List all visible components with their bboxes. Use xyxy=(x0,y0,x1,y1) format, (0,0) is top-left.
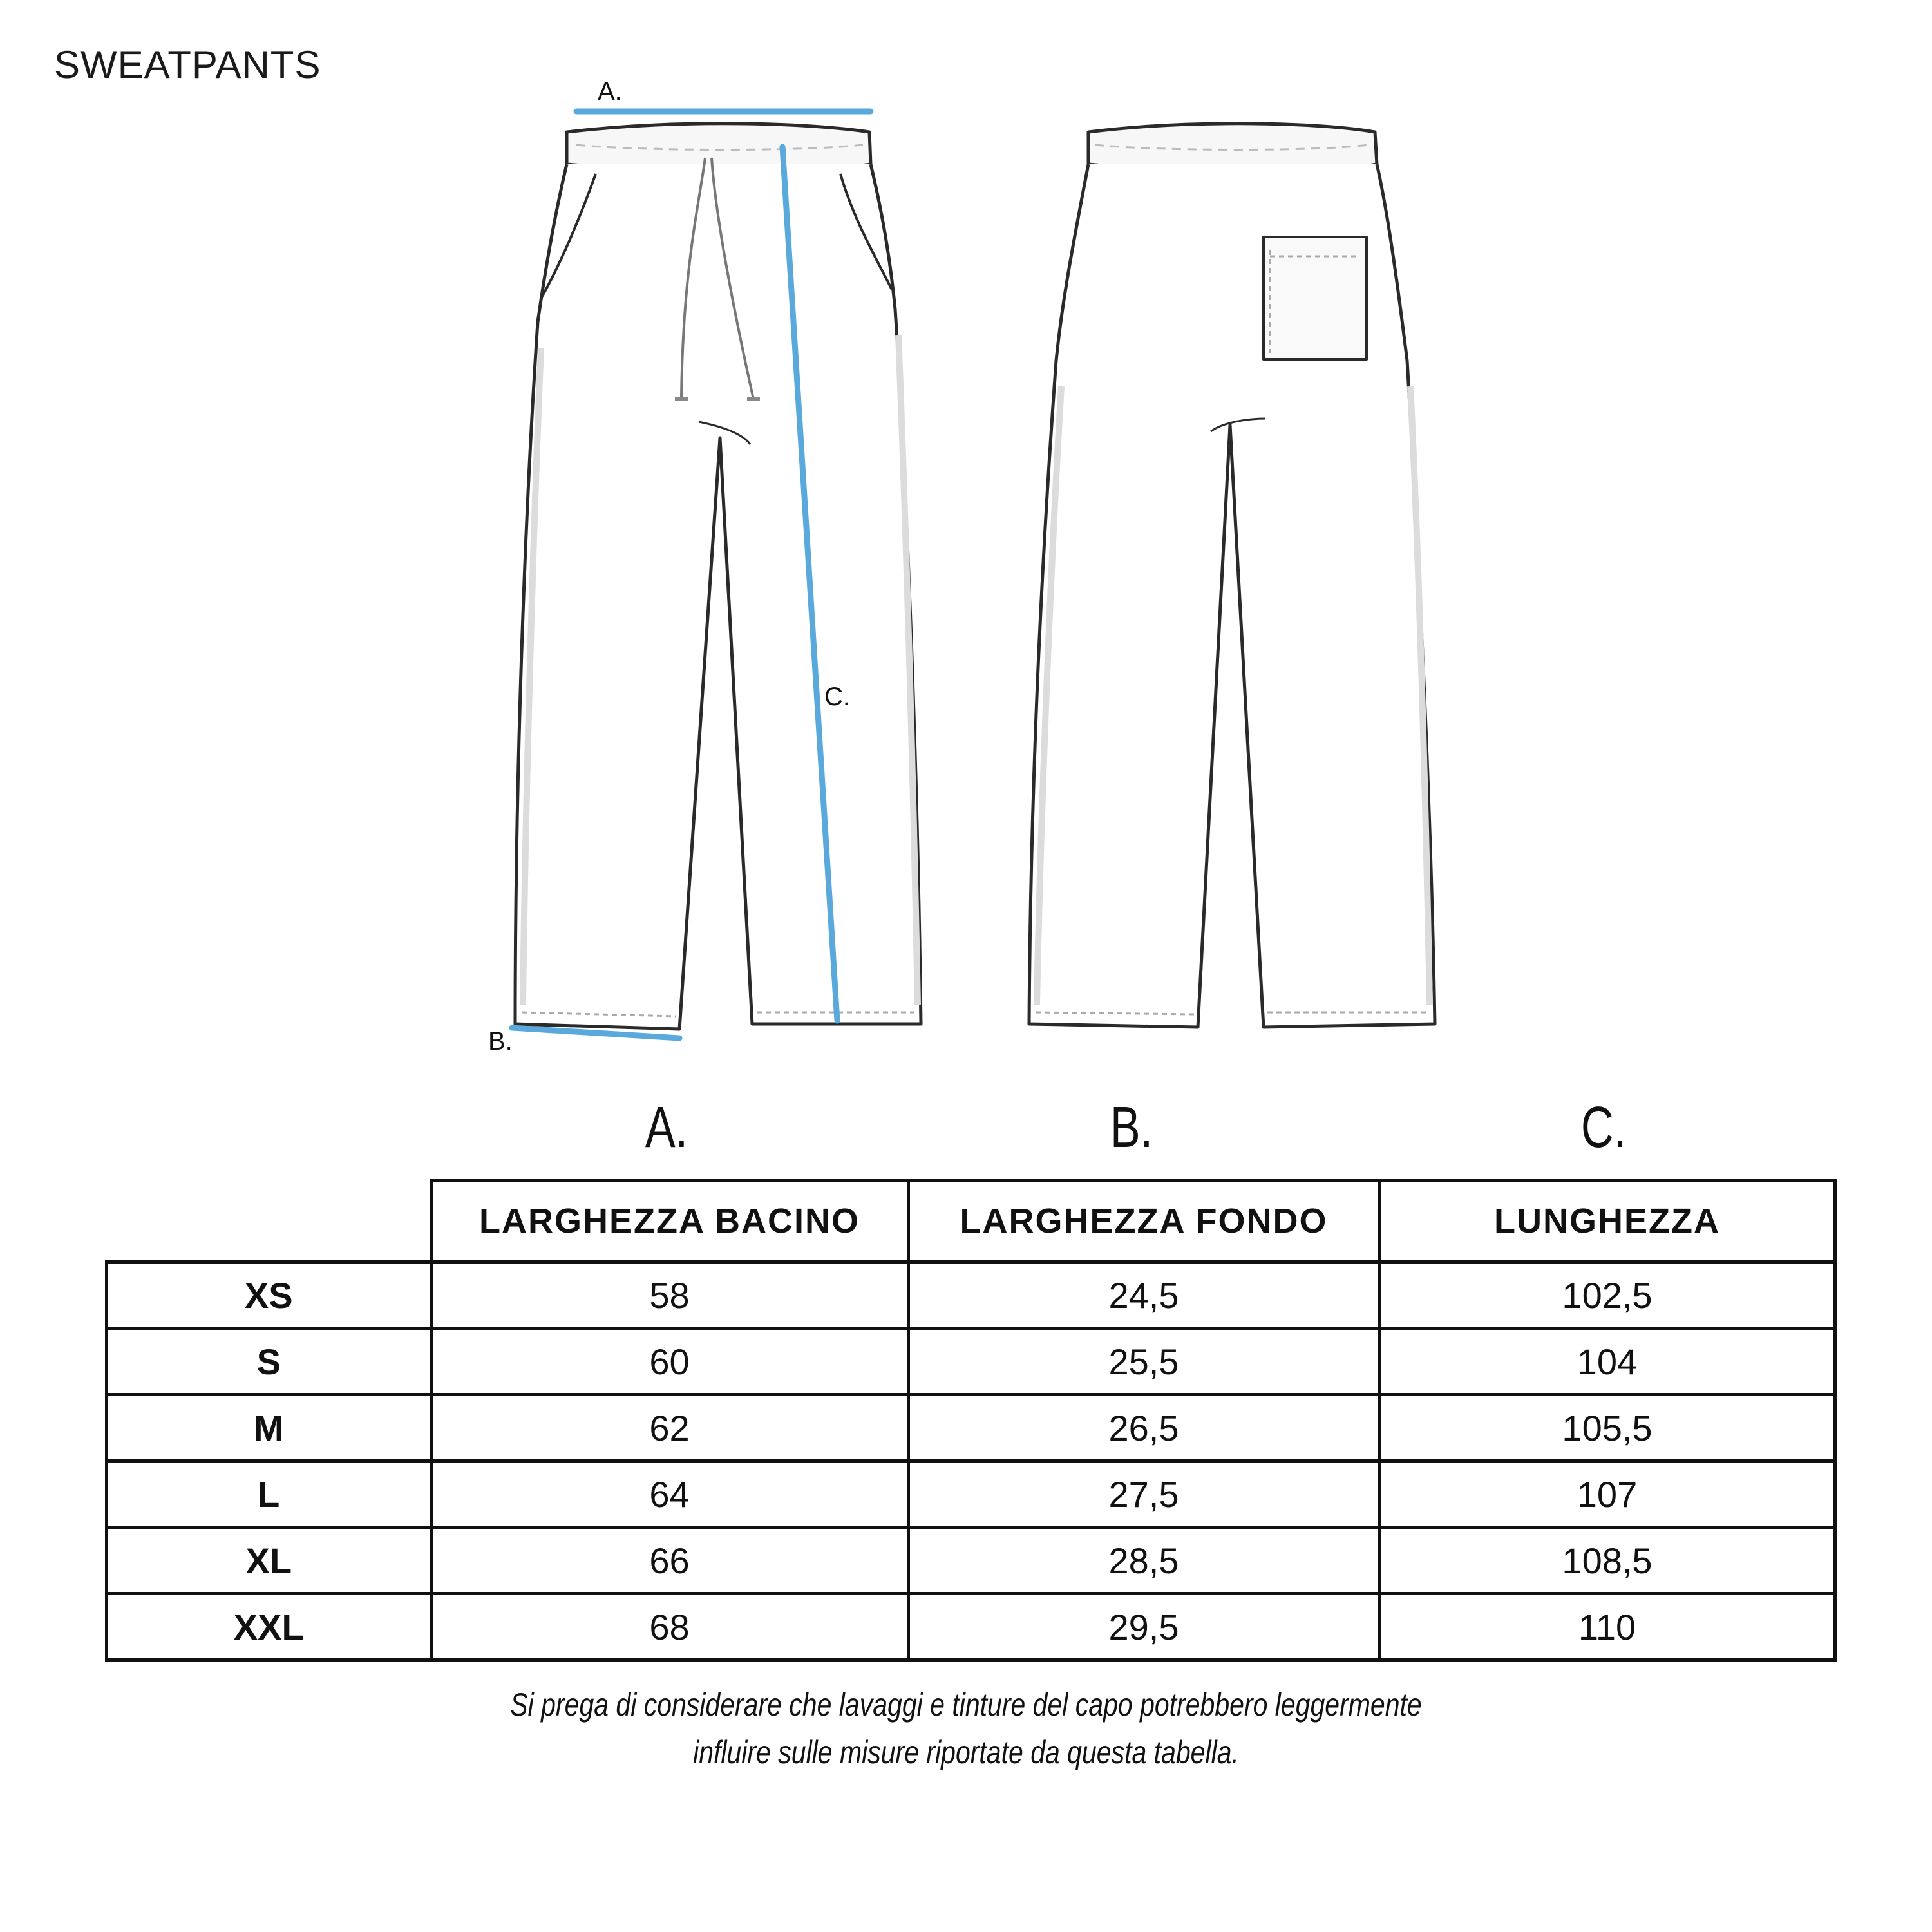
table-row xyxy=(107,1528,1835,1594)
value-b: 25,5 xyxy=(908,1329,1379,1395)
value-b: 29,5 xyxy=(908,1594,1379,1660)
table-row xyxy=(107,1262,1835,1329)
header-larghezza-bacino: LARGHEZZA BACINO xyxy=(431,1180,908,1262)
value-a: 66 xyxy=(431,1528,908,1594)
table-row xyxy=(107,1395,1835,1461)
size-label: L xyxy=(107,1461,431,1528)
value-c: 104 xyxy=(1379,1329,1835,1395)
size-label: XXL xyxy=(107,1594,431,1660)
value-b: 27,5 xyxy=(908,1461,1379,1528)
column-letter-a: A. xyxy=(645,1095,688,1160)
care-note xyxy=(0,1681,1932,1776)
header-blank-cell xyxy=(107,1180,431,1262)
value-a: 68 xyxy=(431,1594,908,1660)
value-c: 105,5 xyxy=(1379,1395,1835,1461)
diagram-label-a: A. xyxy=(598,77,622,106)
value-b: 28,5 xyxy=(908,1528,1379,1594)
table-row xyxy=(107,1329,1835,1395)
table-header-row xyxy=(107,1180,1835,1262)
value-c: 110 xyxy=(1379,1594,1835,1660)
value-a: 58 xyxy=(431,1262,908,1329)
value-a: 64 xyxy=(431,1461,908,1528)
front-view-pants xyxy=(515,124,921,1029)
size-chart-table xyxy=(105,1179,1837,1662)
value-b: 24,5 xyxy=(908,1262,1379,1329)
back-view-pants xyxy=(1029,124,1435,1027)
size-label: S xyxy=(107,1329,431,1395)
value-b: 26,5 xyxy=(908,1395,1379,1461)
value-c: 108,5 xyxy=(1379,1528,1835,1594)
page-title: SWEATPANTS xyxy=(54,43,321,86)
table-row xyxy=(107,1461,1835,1528)
column-letter-c: C. xyxy=(1580,1095,1627,1160)
value-c: 102,5 xyxy=(1379,1262,1835,1329)
size-label: XS xyxy=(107,1262,431,1329)
care-note-line-2: influire sulle misure riportate da questa tabella. xyxy=(693,1734,1239,1770)
value-c: 107 xyxy=(1379,1461,1835,1528)
diagram-label-b: B. xyxy=(488,1027,513,1056)
diagram-label-c: C. xyxy=(824,683,850,711)
size-label: M xyxy=(107,1395,431,1461)
care-note-line-1: Si prega di considerare che lavaggi e tinture del capo potrebbero leggermente xyxy=(510,1687,1422,1723)
value-a: 60 xyxy=(431,1329,908,1395)
table-row xyxy=(107,1594,1835,1660)
header-lunghezza: LUNGHEZZA xyxy=(1379,1180,1835,1262)
header-larghezza-fondo: LARGHEZZA FONDO xyxy=(908,1180,1379,1262)
value-a: 62 xyxy=(431,1395,908,1461)
size-label: XL xyxy=(107,1528,431,1594)
column-letter-b: B. xyxy=(1110,1095,1153,1160)
